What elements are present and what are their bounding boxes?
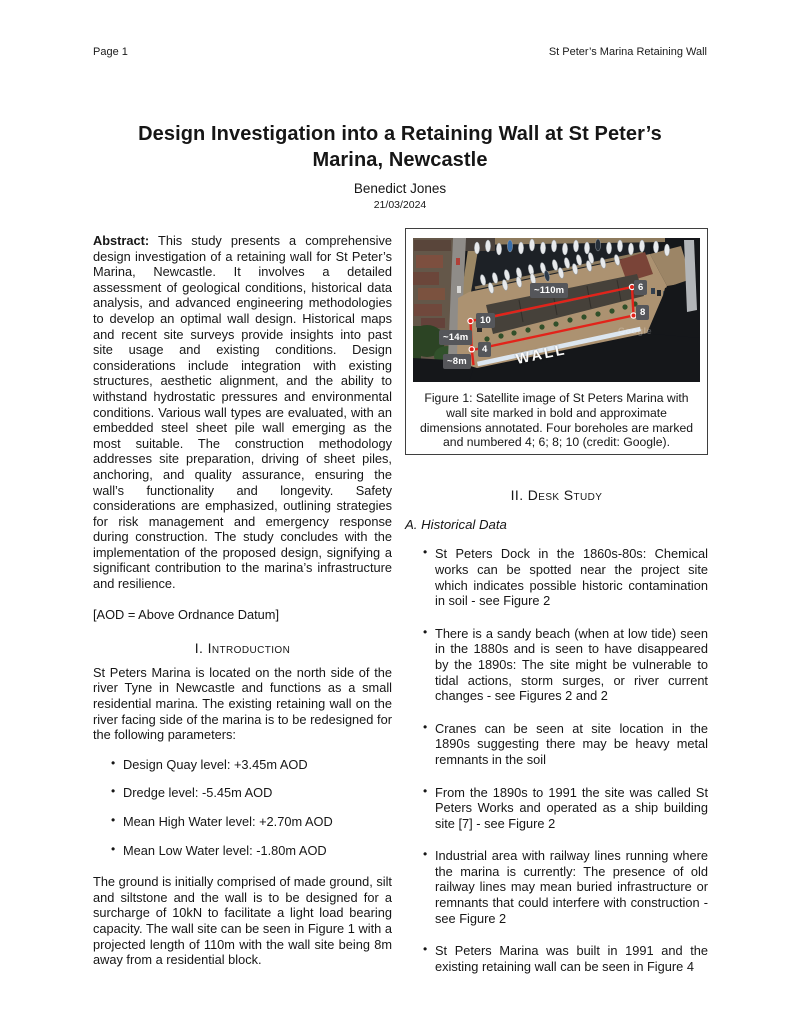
list-item: • There is a sandy beach (when at low tide) seen in the 1880s and is seen to have disappeared by the 1890s: The site might be vulnerable to tidal actions, storm surges, or river current changes - see Figures 2 and 2	[435, 626, 708, 704]
dimension-label-14m: ~14m	[439, 330, 472, 345]
dimension-label-8m: ~8m	[443, 354, 471, 369]
list-item: • Cranes can be seen at site location in the 1890s suggesting there may be heavy metal remnants in the soil	[435, 721, 708, 768]
google-watermark: Google	[618, 326, 652, 336]
introduction-paragraph: St Peters Marina is located on the north side of the river Tyne in Newcastle and functions as a small residential marina. The existing retaining wall on the river facing side of the marina is to be redesigned for the following parameters:	[93, 664, 392, 743]
borehole-label-4: 4	[478, 342, 491, 357]
right-column	[405, 228, 708, 991]
author-name: Benedict Jones	[353, 181, 447, 196]
list-item: • St Peters Marina was built in 1991 and the existing retaining wall can be seen in Figure 4	[435, 943, 708, 974]
list-item: • From the 1890s to 1991 the site was called St Peters Works and operated as a ship building site [7] - see Figure 2	[435, 785, 708, 832]
satellite-image	[413, 238, 700, 382]
list-item: • Mean Low Water level: -1.80m AOD	[123, 843, 392, 859]
ground-conditions-paragraph: The ground is initially comprised of made ground, silt and siltstone and the wall is to be designed for a surcharge of 10kN to facilitate a light load bearing capacity. The wall site can be seen in Figure 1 with a projected length of 110m with the wall site being 8m away from a residential block.	[93, 874, 392, 968]
paper-title: Design Investigation into a Retaining Wall at St Peter’s Marina, Newcastle	[138, 123, 662, 171]
list-item: • Dredge level: -5.45m AOD	[123, 785, 392, 801]
abstract-paragraph	[93, 233, 392, 592]
paper-date: 21/03/2024	[373, 199, 427, 211]
list-item: • Mean High Water level: +2.70m AOD	[123, 814, 392, 830]
borehole-label-8: 8	[636, 305, 649, 320]
borehole-label-10: 10	[476, 313, 495, 328]
running-title: St Peter’s Marina Retaining Wall	[548, 46, 707, 58]
abstract-label: Abstract:	[93, 233, 150, 248]
historical-data-list	[405, 546, 708, 974]
dimension-label-110m: ~110m	[530, 283, 568, 298]
section-heading-desk-study: II. Desk Study	[510, 487, 603, 504]
design-parameters-list	[93, 757, 392, 858]
list-item: • Design Quay level: +3.45m AOD	[123, 757, 392, 773]
wall-annotation: WALL	[514, 342, 569, 368]
figure-1-frame	[405, 228, 708, 455]
left-column	[93, 233, 392, 968]
section-heading-introduction: I. Introduction	[194, 640, 291, 657]
running-header	[93, 46, 707, 58]
abstract-text: This study presents a comprehensive design investigation of a retaining wall for St Peter’s Marina, Newcastle. It involves a detailed assessment of geological conditions, historical data analysis, and advanced engineering methodologies to develop an optimal wall design. Historical maps and recent site surveys provide insights into past site usage and existing conditions. Design considerations include integration with existing structures, aesthetic alignment, and the ability to withstand hydrostatic pressures and environmental conditions. Various wall types are evaluated, with an embedded steel sheet pile wall emerging as the most suitable. The construction methodology addresses site preparation, driving of sheet piles, anchoring, and quality assurance, ensuring the wall’s functionality and longevity. Safety considerations are emphasized, outlining strategies for risk management and emergency response during construction. The study concludes with the implementation of the proposed design, signifying a significant contribution to the marina’s infrastructure and resilience.	[93, 233, 392, 592]
subsection-heading-historical-data: A. Historical Data	[405, 516, 507, 532]
list-item: • Industrial area with railway lines running where the marina is currently: The presence of old railway lines may mean buried infrastructure or remnants that could interfere with construction - see Figure 2	[435, 848, 708, 926]
list-item: • St Peters Dock in the 1860s-80s: Chemical works can be spotted near the project site which indicates possible historic contamination in soil - see Figure 2	[435, 546, 708, 608]
borehole-label-6: 6	[634, 280, 647, 295]
aod-note: [AOD = Above Ordnance Datum]	[93, 606, 280, 622]
page-number: Page 1	[93, 46, 128, 58]
figure-1-caption: Figure 1: Satellite image of St Peters Marina with wall site marked in bold and approximate dimensions annotated. Four boreholes are marked and numbered 4; 6; 8; 10 (credit: Google).	[419, 391, 694, 450]
